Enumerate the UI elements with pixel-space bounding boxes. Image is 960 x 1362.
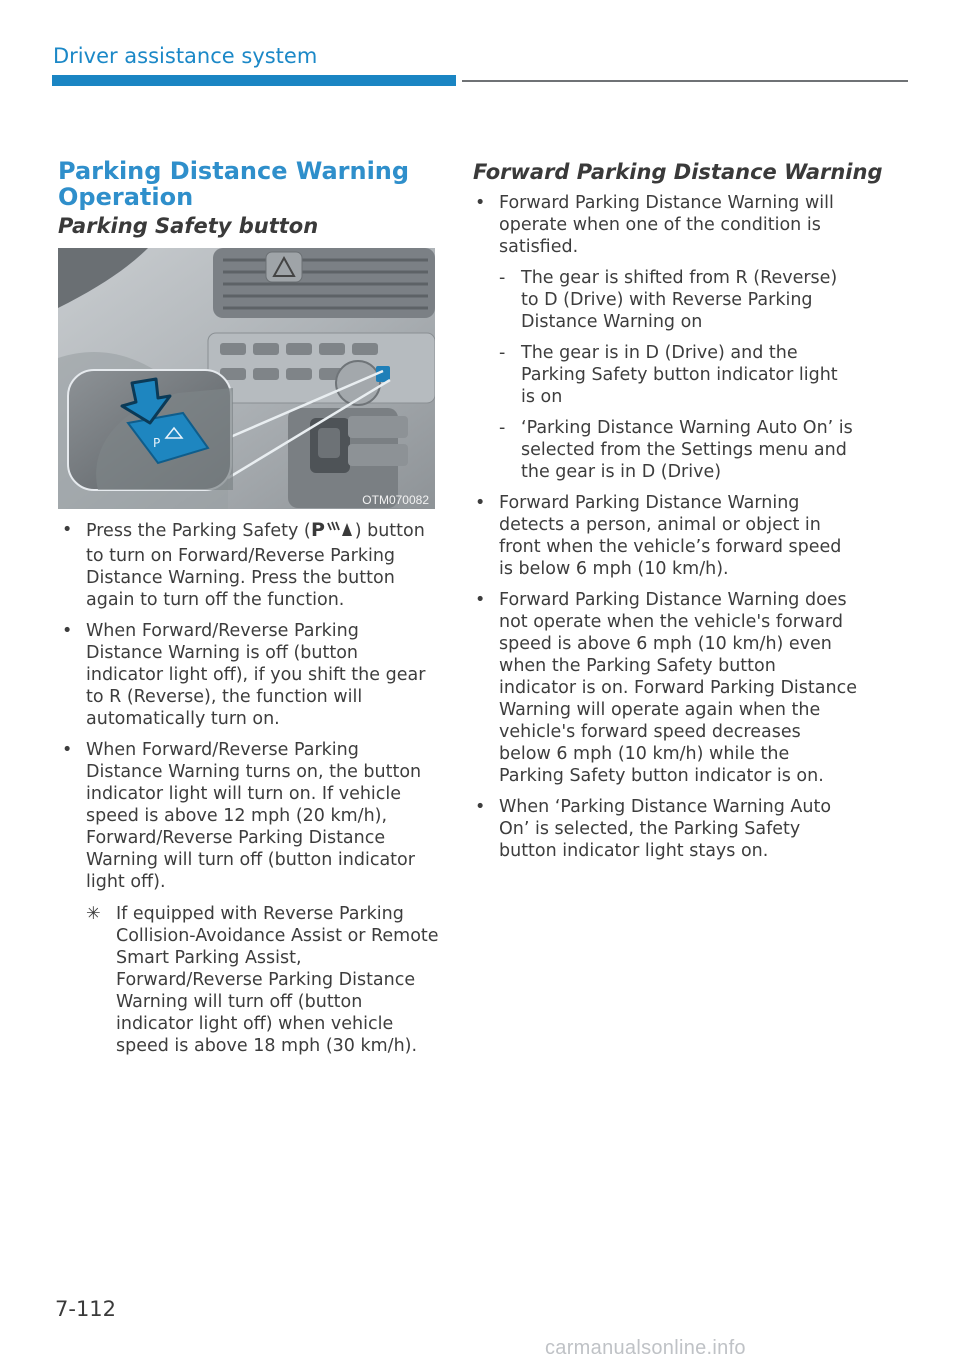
bullet-symbol: • <box>62 740 73 760</box>
header-rule <box>462 80 908 82</box>
bullet-symbol: • <box>475 493 486 513</box>
list-item-text: When Forward/Reverse Parking Distance Warning is off (button indicator light off), if you shift the gear to R (Reverse), the function will automatically turn on. <box>86 621 426 729</box>
section-heading: Parking Distance Warning Operation <box>58 157 410 211</box>
list-item <box>471 492 857 580</box>
condition-text: The gear is in D (Drive) and the Parking Safety button indicator light is on <box>521 343 838 407</box>
list-item-text: Forward Parking Distance Warning detects a person, animal or object in front when the vehicle’s forward speed is below 6 mph (10 km/h). <box>499 493 842 579</box>
note-text: If equipped with Reverse Parking Collision-Avoidance Assist or Remote Smart Parking Assist, Forward/Reverse Parking Distance Warning will turn off (button indicator light off) when vehicle speed is above 18 mph (30 km/h). <box>116 904 439 1056</box>
list-item-text: Press the Parking Safety ( <box>86 521 311 541</box>
bullet-symbol: • <box>62 621 73 641</box>
section-title: Driver assistance system <box>53 44 318 68</box>
list-item <box>58 519 440 611</box>
condition-text: ‘Parking Distance Warning Auto On’ is selected from the Settings menu and the gear is in D (Drive) <box>521 418 853 482</box>
list-item <box>58 620 440 730</box>
bullet-symbol: • <box>475 797 486 817</box>
condition-item <box>499 417 857 483</box>
note-symbol: ✳ <box>86 904 101 924</box>
right-bullet-list <box>471 192 857 871</box>
condition-list <box>499 267 857 483</box>
watermark: carmanualsonline.info <box>545 1337 746 1359</box>
dash-symbol: - <box>499 268 506 288</box>
svg-text:P: P <box>310 519 325 539</box>
list-item <box>471 796 857 862</box>
bullet-symbol: • <box>62 520 73 540</box>
list-item-text: Forward Parking Distance Warning will operate when one of the condition is satisfied. <box>499 193 834 257</box>
list-item <box>58 739 440 1057</box>
dash-symbol: - <box>499 418 506 438</box>
list-item-text: Forward Parking Distance Warning does not operate when the vehicle's forward speed is above 6 mph (10 km/h) even when the Parking Safety button indicator is on. Forward Parking Distance Warning will operate again when the vehicle's forward speed decreases below 6 mph (10 km/h) while the Parking Safety button indicator is on. <box>499 590 857 786</box>
dash-symbol: - <box>499 343 506 363</box>
list-item-text: When ‘Parking Distance Warning Auto On’ is selected, the Parking Safety button indicator light stays on. <box>499 797 832 861</box>
page-number: 7-112 <box>55 1297 117 1321</box>
condition-text: The gear is shifted from R (Reverse) to D (Drive) with Reverse Parking Distance Warning on <box>521 268 838 332</box>
bullet-symbol: • <box>475 193 486 213</box>
list-item-text: When Forward/Reverse Parking Distance Warning turns on, the button indicator light will turn on. If vehicle speed is above 12 mph (20 km/h), Forward/Reverse Parking Distance Warning will turn off (button indicator light off). <box>86 740 422 892</box>
bullet-symbol: • <box>475 590 486 610</box>
list-item <box>471 589 857 787</box>
figure-code: OTM070082 <box>362 493 429 507</box>
parking-safety-icon <box>311 519 355 545</box>
subheading-parking-safety-button: Parking Safety button <box>58 214 319 238</box>
subheading-forward-parking-distance-warning: Forward Parking Distance Warning <box>473 160 883 184</box>
note <box>86 903 440 1057</box>
left-bullet-list <box>58 519 440 1066</box>
dashboard-illustration <box>58 248 435 509</box>
parking-safety-button-illustration <box>58 248 435 509</box>
list-item-text: ) button to turn on Forward/Reverse Parking Distance Warning. Press the button again to turn off the function. <box>86 521 425 610</box>
condition-item <box>499 267 857 333</box>
header-rule-accent <box>52 75 456 86</box>
condition-item <box>499 342 857 408</box>
list-item <box>471 192 857 483</box>
svg-text:P: P <box>153 436 161 450</box>
